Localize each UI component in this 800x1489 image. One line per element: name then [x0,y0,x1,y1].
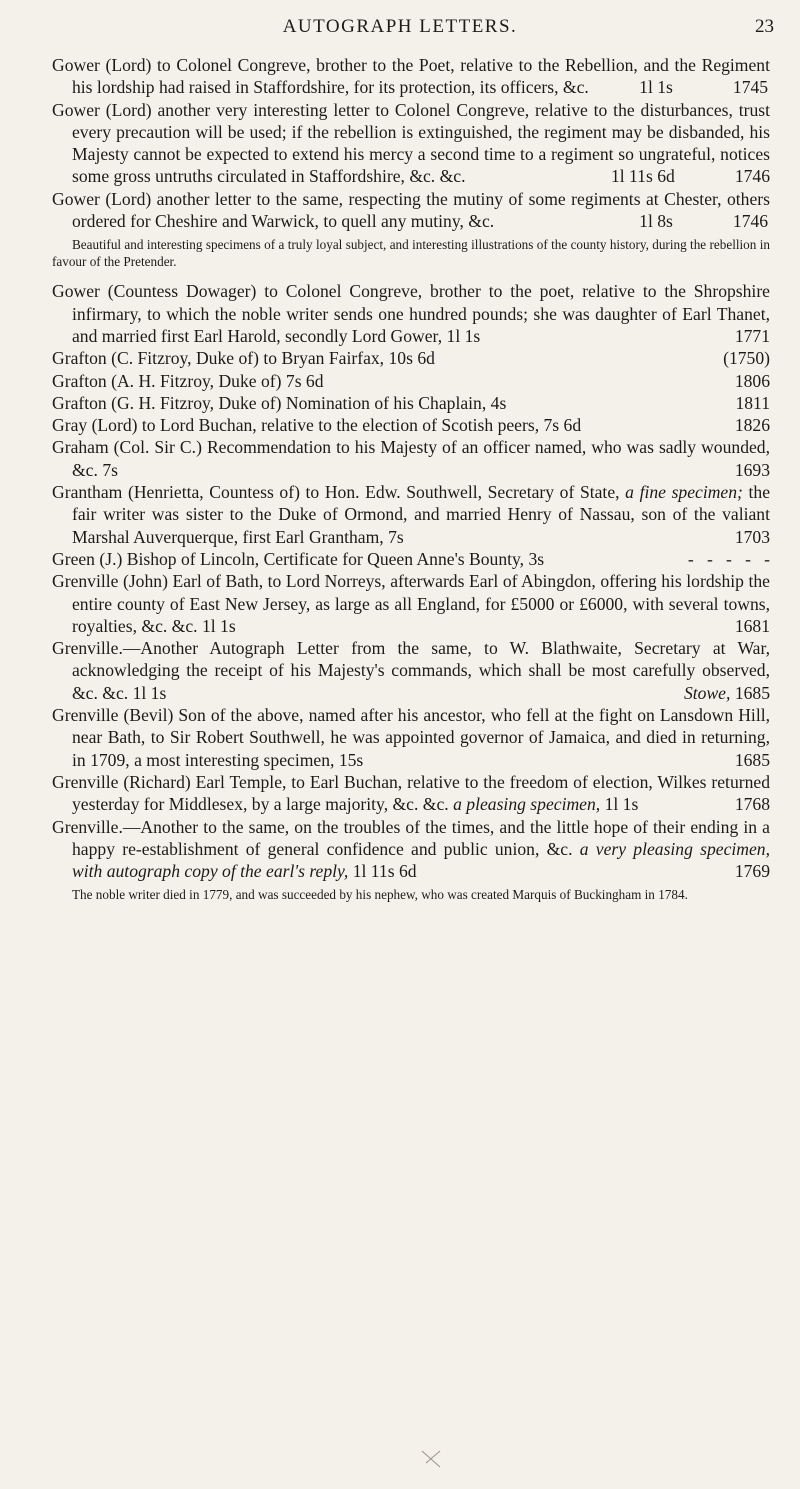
list-item: Grafton (G. H. Fitzroy, Duke of) Nomination of his Chaplain, 4s 1811 [52,392,770,413]
page-header [0,16,800,44]
list-item: Grenville.—Another Autograph Letter from the same, to W. Blathwaite, Secretary at War, acknowledging the receipt of his Majesty's commands, which shall be most carefully observed, &c. &c. 1l 1s Stowe, 1685 [52,638,770,703]
footnote: The noble writer died in 1779, and was succeeded by his nephew, who was created Marquis of Buckingham in 1784. [72,887,688,903]
list-item: Grantham (Henrietta, Countess of) to Hon. Edw. Southwell, Secretary of State, a fine specimen; the fair writer was sister to the Duke of Ormond, and married Henry of Nassau, son of the valiant Marshal Auverquerque, first Earl Grantham, 7s 1703 [52,482,771,547]
list-item: Grafton (A. H. Fitzroy, Duke of) 7s 6d 1806 [52,370,770,391]
pencil-mark-icon [420,1447,442,1471]
list-item: Grenville (John) Earl of Bath, to Lord Norreys, afterwards Earl of Abingdon, offering his lordship the entire county of East New Jersey, as large as all England, for £5000 or £6000, with several towns, royalties, &c. &c. 1l 1s 1681 [52,571,770,636]
list-item: Grenville (Bevil) Son of the above, named after his ancestor, who fell at the fight on Lansdown Hill, near Bath, to Sir Robert Southwell, he was appointed governor of Jamaica, and died in returning, in 1709, a most interesting specimen, 15s 1685 [52,705,770,770]
list-item: Gray (Lord) to Lord Buchan, relative to the election of Scotish peers, 7s 6d 1826 [52,415,770,436]
list-item: Gower (Lord) another very interesting letter to Colonel Congreve, relative to the disturbances, trust every precaution will be used; if the rebellion is extinguished, the regiment may be disbanded, his Majesty cannot be expected to extend his mercy a second time to a regiment so ungrateful, notices some gross untruths circulated in Staffordshire, &c. &c. 1l 11s 6d 1746 [52,99,770,187]
running-title: AUTOGRAPH LETTERS. [282,16,518,37]
list-item: Gower (Lord) another letter to the same, respecting the mutiny of some regiments at Chester, others ordered for Cheshire and Warwick, to quell any mutiny, &c. 1l 8s 1746 [52,188,770,232]
list-item: Grenville (Richard) Earl Temple, to Earl Buchan, relative to the freedom of election, Wilkes returned yesterday for Middlesex, by a large majority, &c. &c. a pleasing specimen, 1l 1s 1768 [52,771,770,815]
catalogue-entries [52,54,770,913]
list-item: Gower (Lord) to Colonel Congreve, brother to the Poet, relative to the Rebellion, and the Regiment his lordship had raised in Staffordshire, for its protection, its officers, &c. 1l 1s 1745 [52,55,770,98]
list-item: Green (J.) Bishop of Lincoln, Certificate for Queen Anne's Bounty, 3s - - - - - [52,548,770,569]
page-number: 23 [755,16,774,37]
list-item: Grafton (C. Fitzroy, Duke of) to Bryan Fairfax, 10s 6d (1750) [52,348,770,369]
list-item: Gower (Countess Dowager) to Colonel Congreve, brother to the poet, relative to the Shropshire infirmary, to which the noble writer sends one hundred pounds; she was daughter of Earl Thanet, and married first Earl Harold, secondly Lord Gower, 1l 1s 1771 [52,281,770,346]
list-item: Graham (Col. Sir C.) Recommendation to his Majesty of an officer named, who was sadly wounded, &c. 7s 1693 [52,437,770,480]
footnote: Beautiful and interesting specimens of a truly loyal subject, and interesting illustrations of the county history, during the rebellion in favour of the Pretender. [52,237,770,270]
list-item: Grenville.—Another to the same, on the troubles of the times, and the little hope of their ending in a happy re-establishment of general confidence and public union, &c. a very pleasing specimen, with autograph copy of the earl's reply, 1l 11s 6d 1769 [52,816,770,882]
